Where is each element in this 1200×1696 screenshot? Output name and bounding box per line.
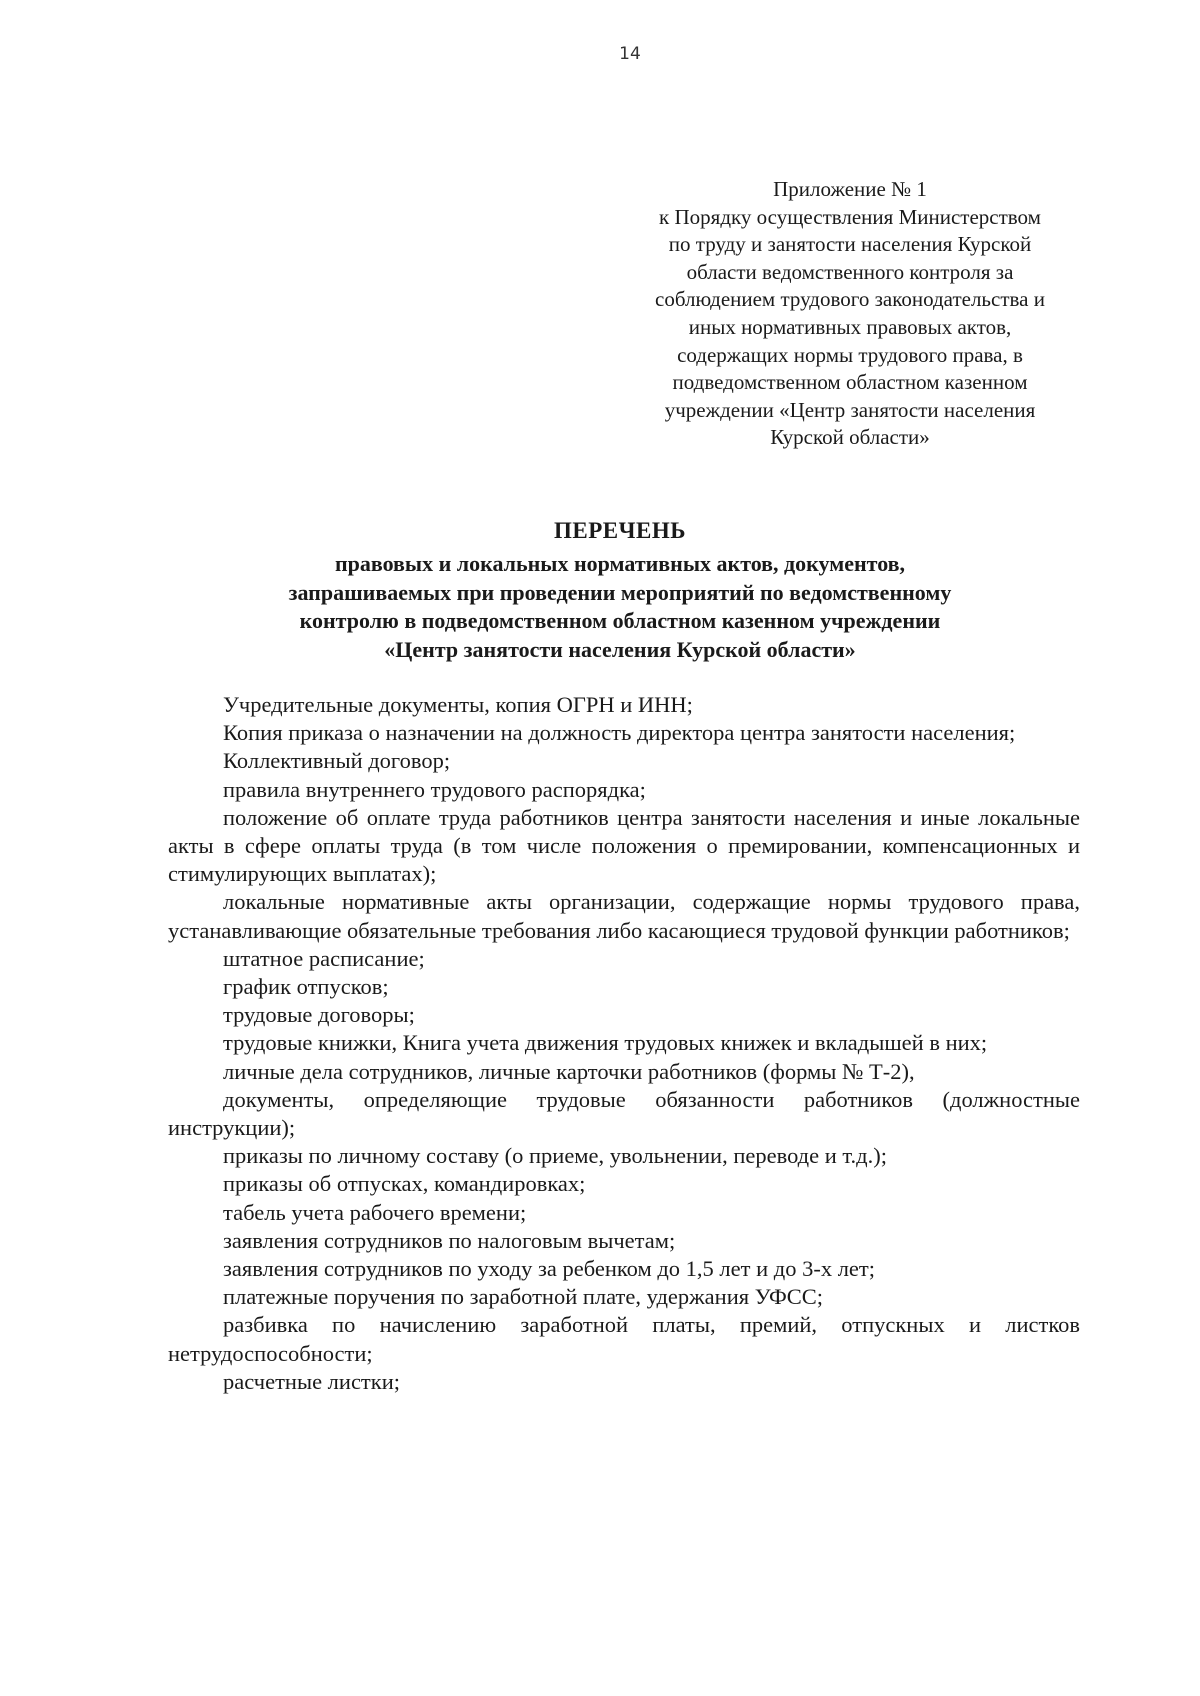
- list-item: трудовые договоры;: [223, 1002, 415, 1028]
- title-line: контролю в подведомственном областном казенном учреждении: [299, 608, 941, 633]
- appendix-line: Приложение № 1: [773, 177, 927, 201]
- title-line: запрашиваемых при проведении мероприятий по ведомственному: [288, 579, 952, 605]
- list-item: локальные нормативные акты организации, содержащие нормы трудового права, устанавливающие обязательные требования либо касающиеся трудовой функции работников;: [168, 889, 1080, 943]
- list-item: Учредительные документы, копия ОГРН и ИНН;: [223, 692, 693, 717]
- appendix-line: области ведомственного контроля за: [686, 259, 1014, 284]
- list-item: документы, определяющие трудовые обязанности работников (должностные инструкции);: [168, 1086, 1080, 1141]
- title-line: правовых и локальных нормативных актов, документов,: [334, 551, 906, 576]
- list-item: приказы об отпусках, командировках;: [223, 1171, 586, 1197]
- list-item: расчетные листки;: [223, 1368, 400, 1394]
- appendix-line: подведомственном областном казенном: [672, 370, 1028, 395]
- appendix-line: Курской области»: [770, 425, 930, 450]
- list-item: личные дела сотрудников, личные карточки работников (формы № Т-2),: [223, 1058, 915, 1084]
- appendix-header: [620, 176, 1080, 452]
- title-main: ПЕРЕЧЕНЬ: [554, 518, 686, 543]
- document-list: [168, 691, 1080, 1396]
- list-item: заявления сотрудников по налоговым вычетам;: [223, 1227, 676, 1253]
- list-item: разбивка по начислению заработной платы, премий, отпускных и листков нетрудоспособности;: [168, 1312, 1080, 1366]
- list-item: график отпусков;: [223, 974, 389, 1000]
- title-line: «Центр занятости населения Курской области»: [384, 636, 856, 662]
- list-item: положение об оплате труда работников центра занятости населения и иные локальные акты в сфере оплаты труда (в том числе положения о премировании, компенсационных и стимулирующих выплатах);: [168, 804, 1080, 887]
- list-item: Коллективный договор;: [223, 748, 451, 774]
- list-item: приказы по личному составу (о приеме, увольнении, переводе и т.д.);: [223, 1143, 887, 1169]
- appendix-line: к Порядку осуществления Министерством: [659, 204, 1041, 229]
- appendix-line: по труду и занятости населения Курской: [668, 232, 1032, 257]
- list-item: трудовые книжки, Книга учета движения трудовых книжек и вкладышей в них;: [223, 1030, 988, 1056]
- list-item: Копия приказа о назначении на должность директора центра занятости населения;: [223, 720, 1016, 746]
- page-number: 14: [619, 44, 641, 64]
- appendix-line: иных нормативных правовых актов,: [688, 314, 1012, 339]
- list-item: платежные поручения по заработной плате, удержания УФСС;: [223, 1284, 824, 1310]
- list-item: заявления сотрудников по уходу за ребенком до 1,5 лет и до 3-х лет;: [223, 1256, 875, 1282]
- list-item: правила внутреннего трудового распорядка;: [223, 776, 646, 802]
- document-title: [160, 512, 1080, 664]
- list-item: штатное расписание;: [223, 945, 425, 971]
- appendix-line: учреждении «Центр занятости населения: [664, 397, 1036, 422]
- appendix-line: соблюдением трудового законодательства и: [655, 287, 1045, 312]
- list-item: табель учета рабочего времени;: [223, 1199, 527, 1225]
- appendix-line: содержащих нормы трудового права, в: [677, 342, 1023, 367]
